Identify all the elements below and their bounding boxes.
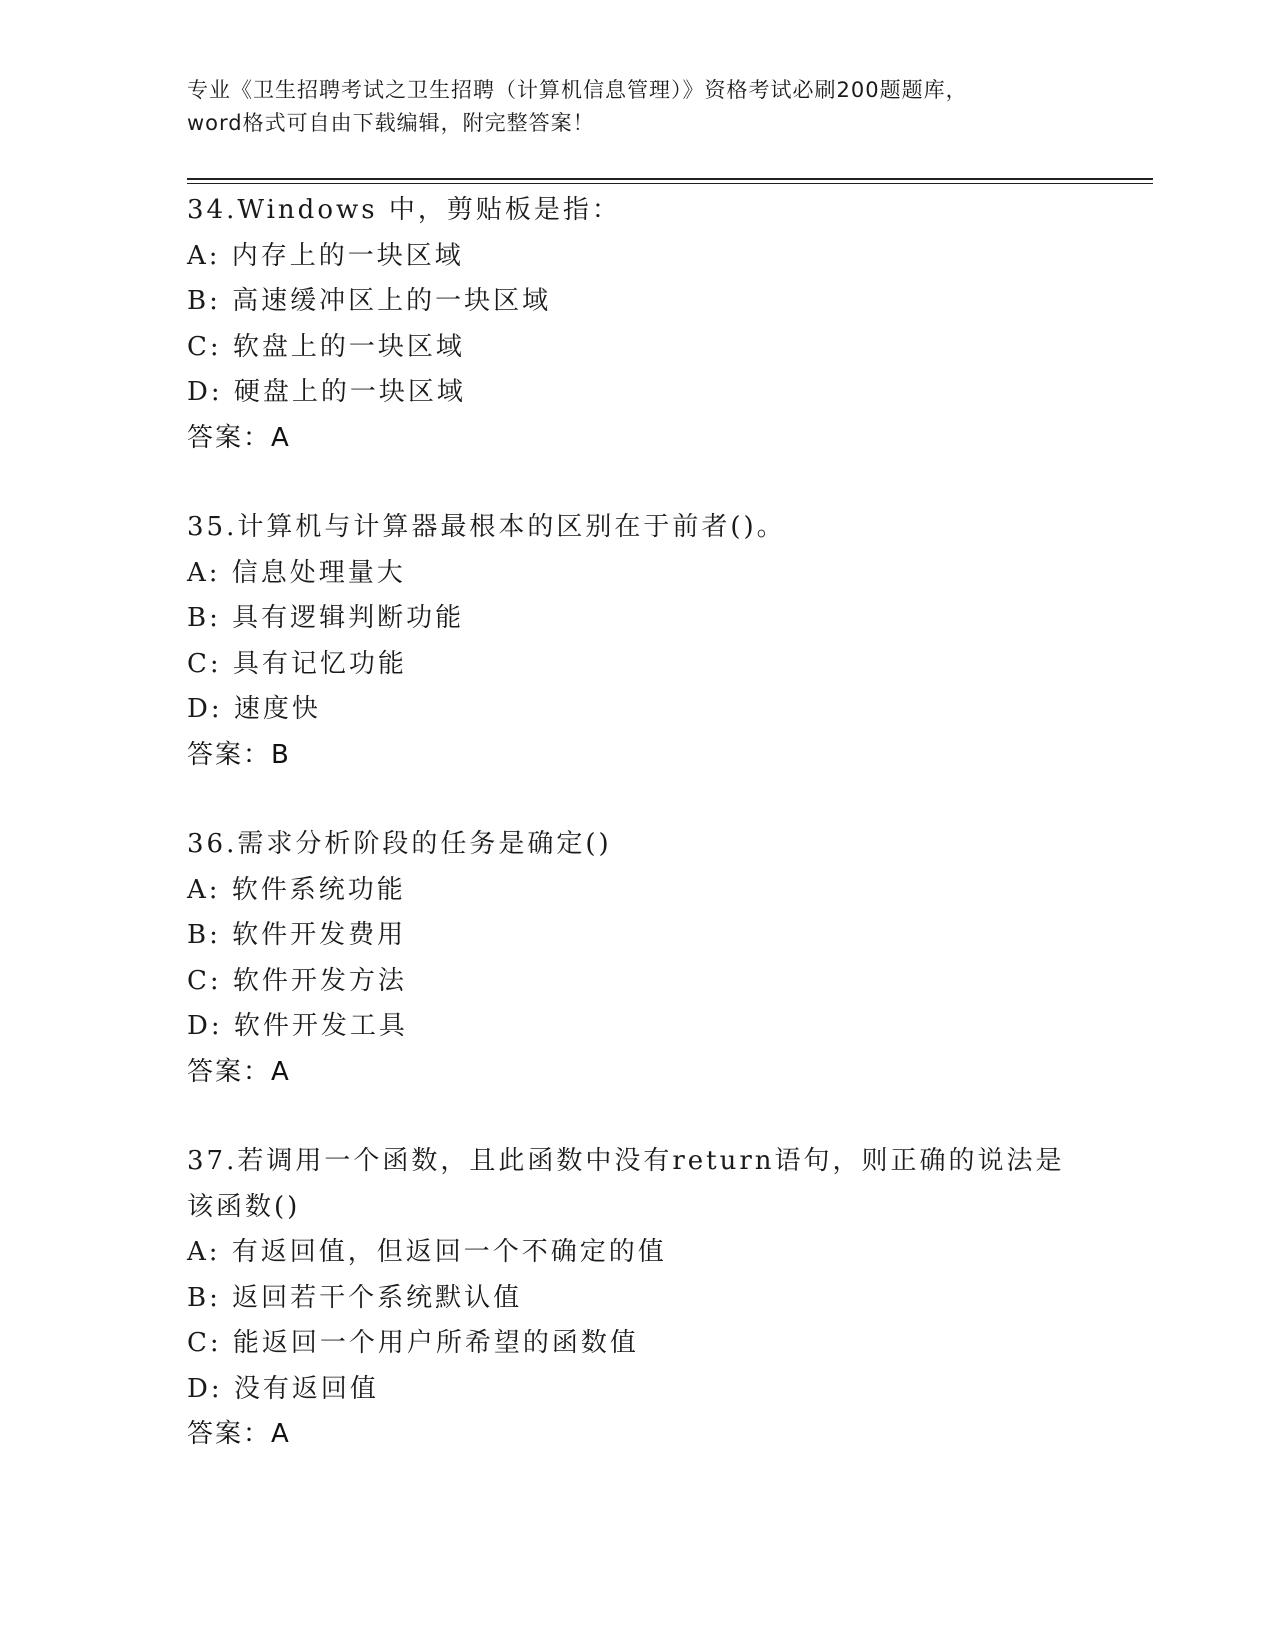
option-c: C: 具有记忆功能 [187,648,407,679]
option-a: A: 信息处理量大 [187,557,406,588]
option-a: A: 有返回值，但返回一个不确定的值 [187,1237,667,1267]
question-stem: 34.Windows 中，剪贴板是指： [187,195,621,225]
option-d: D: 软件开发工具 [187,1011,408,1041]
answer-line: 答案：A [187,1419,291,1449]
question-stem: 36.需求分析阶段的任务是确定() [187,829,612,859]
option-b: B: 具有逻辑判断功能 [187,603,465,633]
option-b: B: 软件开发费用 [187,920,407,950]
answer-line: 答案：A [187,422,291,453]
option-b: B: 高速缓冲区上的一块区域 [187,286,552,316]
question-list [187,188,1087,1502]
option-c: C: 软件开发方法 [187,965,407,996]
option-a: A: 内存上的一块区域 [187,240,464,271]
question-36 [187,822,1087,1095]
answer-line: 答案：B [187,739,291,770]
option-c: C: 能返回一个用户所希望的函数值 [187,1328,639,1358]
question-37 [187,1139,1087,1458]
header-title-line-2: word格式可自由下载编辑，附完整答案！ [187,111,595,135]
option-d: D: 速度快 [187,694,321,724]
answer-line: 答案：A [187,1056,291,1087]
option-d: D: 硬盘上的一块区域 [187,377,466,407]
question-stem: 35.计算机与计算器最根本的区别在于前者()。 [187,512,786,542]
option-b: B: 返回若干个系统默认值 [187,1282,523,1313]
option-a: A: 软件系统功能 [187,874,406,905]
question-stem-line-2: 该函数() [187,1191,301,1222]
option-d: D: 没有返回值 [187,1373,379,1404]
header-title-line-1: 专业《卫生招聘考试之卫生招聘（计算机信息管理）》资格考试必刷200题题库， [187,78,968,102]
question-35 [187,505,1087,778]
header-divider-thin [187,183,1153,184]
header-divider-thick [187,178,1153,180]
question-34 [187,188,1087,461]
question-stem-line-1: 37.若调用一个函数，且此函数中没有return语句，则正确的说法是 [187,1146,1065,1176]
option-c: C: 软盘上的一块区域 [187,331,465,362]
document-header [187,74,1087,140]
